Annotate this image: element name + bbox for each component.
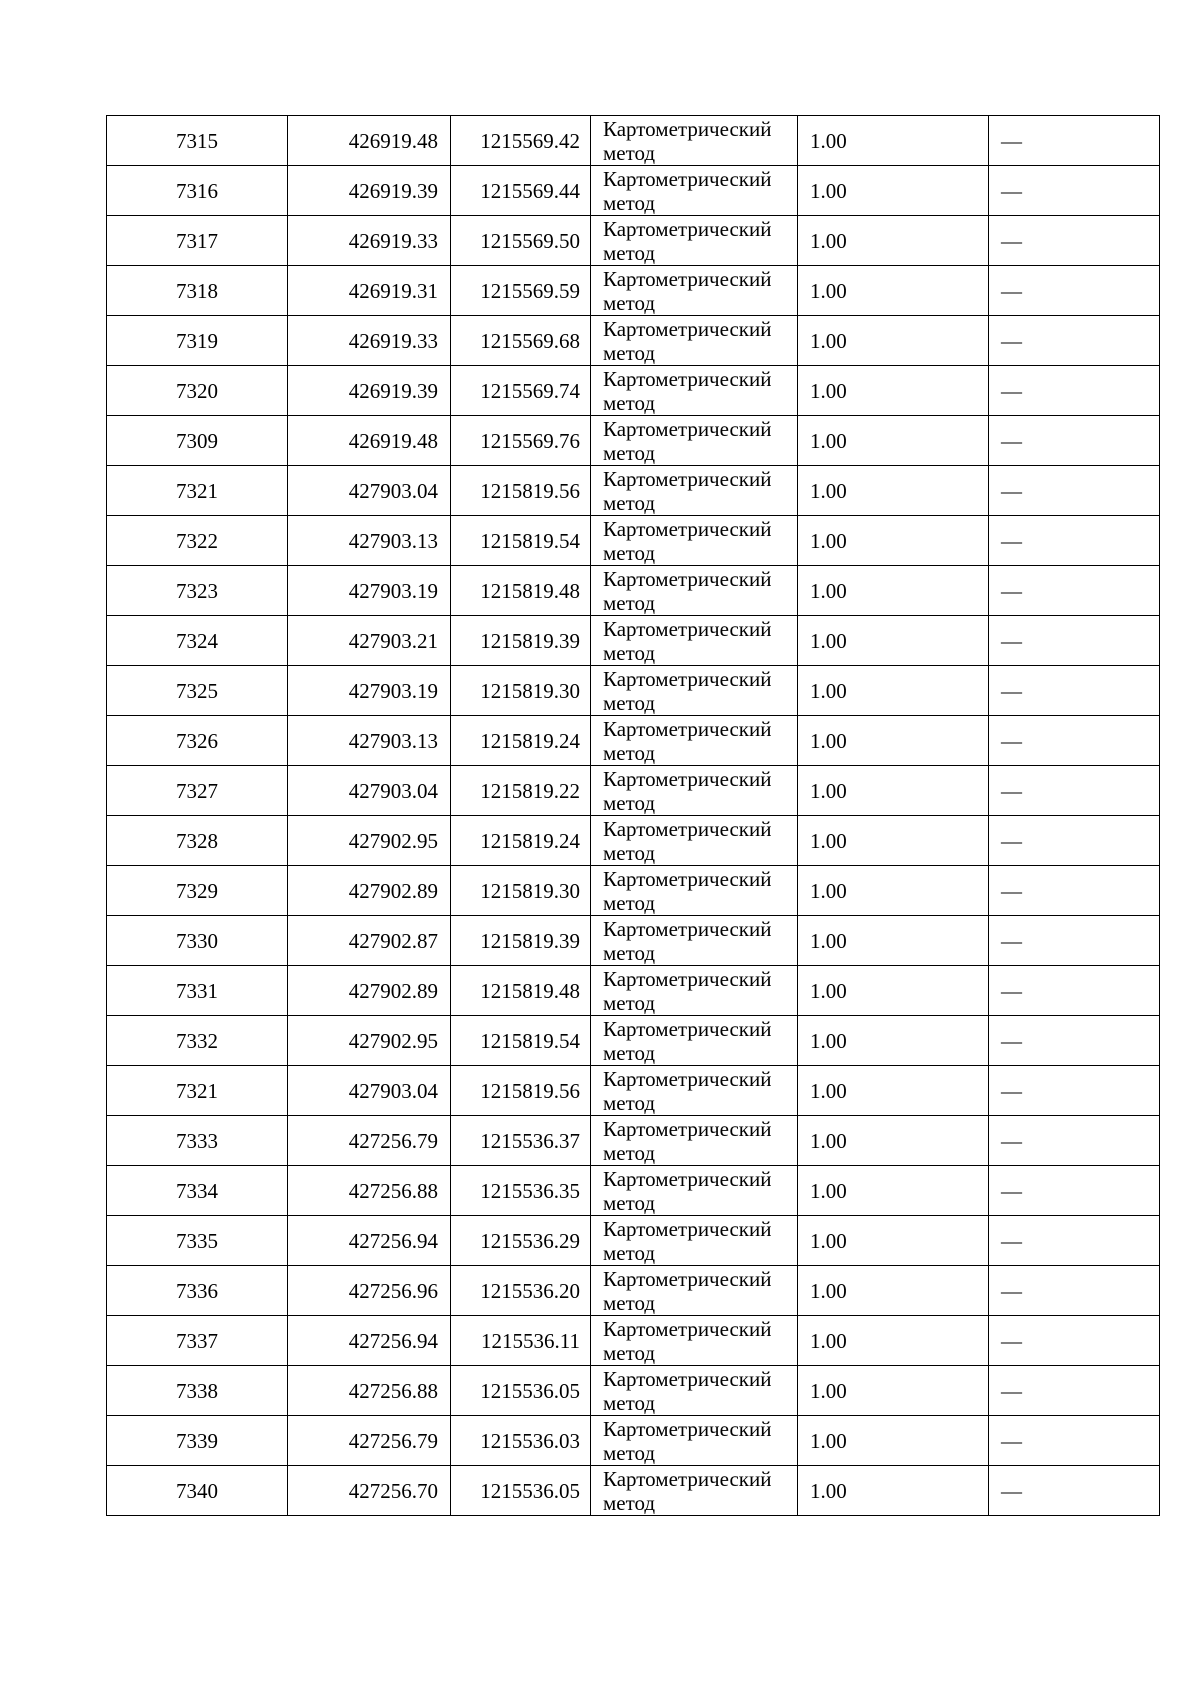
method-line-2: метод [603,740,656,765]
accuracy-cell: 1.00 [798,1016,989,1066]
y-coordinate-cell: 1215819.39 [451,916,591,966]
method-cell [591,116,798,166]
method-line-2: метод [603,290,656,315]
method-line-1: Картометрический [603,1266,772,1291]
point-number-cell: 7325 [107,666,288,716]
y-coordinate-cell: 1215536.03 [451,1416,591,1466]
method-line-1: Картометрический [603,816,772,841]
point-number-cell: 7339 [107,1416,288,1466]
y-coordinate-cell: 1215819.30 [451,666,591,716]
description-cell: — [989,266,1160,316]
accuracy-cell: 1.00 [798,1166,989,1216]
point-number-cell: 7309 [107,416,288,466]
table-row [107,866,1160,916]
x-coordinate-cell: 427256.88 [288,1366,451,1416]
y-coordinate-cell: 1215536.35 [451,1166,591,1216]
method-line-2: метод [603,590,656,615]
method-cell [591,1166,798,1216]
method-line-2: метод [603,640,656,665]
accuracy-cell: 1.00 [798,716,989,766]
description-cell: — [989,166,1160,216]
y-coordinate-cell: 1215819.56 [451,466,591,516]
y-coordinate-cell: 1215569.44 [451,166,591,216]
accuracy-cell: 1.00 [798,1266,989,1316]
method-line-1: Картометрический [603,366,772,391]
method-line-1: Картометрический [603,966,772,991]
method-line-2: метод [603,1290,656,1315]
point-number-cell: 7340 [107,1466,288,1516]
y-coordinate-cell: 1215819.30 [451,866,591,916]
method-line-2: метод [603,140,656,165]
x-coordinate-cell: 427902.89 [288,866,451,916]
accuracy-cell: 1.00 [798,916,989,966]
table-row [107,316,1160,366]
table-row [107,1116,1160,1166]
method-cell [591,1266,798,1316]
point-number-cell: 7329 [107,866,288,916]
table-row [107,1066,1160,1116]
table-row [107,616,1160,666]
accuracy-cell: 1.00 [798,166,989,216]
table-row [107,966,1160,1016]
point-number-cell: 7337 [107,1316,288,1366]
description-cell: — [989,466,1160,516]
accuracy-cell: 1.00 [798,1416,989,1466]
method-line-1: Картометрический [603,1466,772,1491]
method-cell [591,1416,798,1466]
table-row [107,516,1160,566]
accuracy-cell: 1.00 [798,1066,989,1116]
x-coordinate-cell: 427256.96 [288,1266,451,1316]
accuracy-cell: 1.00 [798,1316,989,1366]
accuracy-cell: 1.00 [798,1466,989,1516]
y-coordinate-cell: 1215819.48 [451,966,591,1016]
method-line-2: метод [603,340,656,365]
method-line-2: метод [603,1490,656,1515]
method-line-1: Картометрический [603,416,772,441]
table-row [107,266,1160,316]
method-cell [591,366,798,416]
point-number-cell: 7324 [107,616,288,666]
point-number-cell: 7327 [107,766,288,816]
x-coordinate-cell: 427902.95 [288,816,451,866]
y-coordinate-cell: 1215536.11 [451,1316,591,1366]
point-number-cell: 7317 [107,216,288,266]
method-line-1: Картометрический [603,466,772,491]
accuracy-cell: 1.00 [798,616,989,666]
x-coordinate-cell: 427902.87 [288,916,451,966]
method-line-1: Картометрический [603,1416,772,1441]
y-coordinate-cell: 1215536.29 [451,1216,591,1266]
x-coordinate-cell: 426919.39 [288,166,451,216]
point-number-cell: 7330 [107,916,288,966]
point-number-cell: 7335 [107,1216,288,1266]
point-number-cell: 7318 [107,266,288,316]
method-cell [591,216,798,266]
method-line-2: метод [603,490,656,515]
method-line-2: метод [603,690,656,715]
method-cell [591,1066,798,1116]
point-number-cell: 7328 [107,816,288,866]
description-cell: — [989,616,1160,666]
table-row [107,166,1160,216]
method-line-1: Картометрический [603,116,772,141]
method-cell [591,716,798,766]
x-coordinate-cell: 427903.04 [288,1066,451,1116]
x-coordinate-cell: 426919.33 [288,316,451,366]
point-number-cell: 7320 [107,366,288,416]
x-coordinate-cell: 427256.88 [288,1166,451,1216]
point-number-cell: 7333 [107,1116,288,1166]
x-coordinate-cell: 427256.79 [288,1116,451,1166]
method-line-1: Картометрический [603,866,772,891]
description-cell: — [989,1466,1160,1516]
y-coordinate-cell: 1215819.48 [451,566,591,616]
y-coordinate-cell: 1215819.54 [451,516,591,566]
table-row [107,1316,1160,1366]
table-row [107,1416,1160,1466]
method-line-2: метод [603,990,656,1015]
y-coordinate-cell: 1215569.68 [451,316,591,366]
table-row [107,816,1160,866]
y-coordinate-cell: 1215819.22 [451,766,591,816]
accuracy-cell: 1.00 [798,1216,989,1266]
table-row [107,1366,1160,1416]
y-coordinate-cell: 1215819.56 [451,1066,591,1116]
method-line-2: метод [603,790,656,815]
description-cell: — [989,1216,1160,1266]
method-line-1: Картометрический [603,266,772,291]
description-cell: — [989,666,1160,716]
accuracy-cell: 1.00 [798,216,989,266]
method-cell [591,516,798,566]
method-cell [591,916,798,966]
method-line-1: Картометрический [603,616,772,641]
method-line-1: Картометрический [603,1116,772,1141]
y-coordinate-cell: 1215569.59 [451,266,591,316]
method-line-1: Картометрический [603,316,772,341]
description-cell: — [989,1316,1160,1366]
description-cell: — [989,1266,1160,1316]
x-coordinate-cell: 427903.19 [288,566,451,616]
description-cell: — [989,816,1160,866]
point-number-cell: 7326 [107,716,288,766]
accuracy-cell: 1.00 [798,666,989,716]
method-line-1: Картометрический [603,1216,772,1241]
x-coordinate-cell: 427256.70 [288,1466,451,1516]
x-coordinate-cell: 427902.95 [288,1016,451,1066]
method-line-2: метод [603,1140,656,1165]
method-line-1: Картометрический [603,1366,772,1391]
point-number-cell: 7336 [107,1266,288,1316]
description-cell: — [989,366,1160,416]
method-cell [591,266,798,316]
table-row [107,916,1160,966]
table-row [107,1466,1160,1516]
table-row [107,716,1160,766]
y-coordinate-cell: 1215536.37 [451,1116,591,1166]
point-number-cell: 7316 [107,166,288,216]
x-coordinate-cell: 427256.94 [288,1216,451,1266]
accuracy-cell: 1.00 [798,966,989,1016]
method-line-2: метод [603,1340,656,1365]
description-cell: — [989,566,1160,616]
accuracy-cell: 1.00 [798,316,989,366]
table-row [107,1266,1160,1316]
point-number-cell: 7321 [107,466,288,516]
method-line-1: Картометрический [603,166,772,191]
method-line-2: метод [603,840,656,865]
table-row [107,116,1160,166]
point-number-cell: 7331 [107,966,288,1016]
accuracy-cell: 1.00 [798,116,989,166]
accuracy-cell: 1.00 [798,766,989,816]
method-line-1: Картометрический [603,666,772,691]
method-cell [591,1016,798,1066]
method-line-2: метод [603,1240,656,1265]
x-coordinate-cell: 427903.04 [288,466,451,516]
description-cell: — [989,1016,1160,1066]
method-line-2: метод [603,440,656,465]
method-line-2: метод [603,890,656,915]
description-cell: — [989,1416,1160,1466]
description-cell: — [989,416,1160,466]
point-number-cell: 7321 [107,1066,288,1116]
method-line-1: Картометрический [603,1166,772,1191]
description-cell: — [989,516,1160,566]
table-row [107,566,1160,616]
method-line-1: Картометрический [603,716,772,741]
method-line-2: метод [603,240,656,265]
description-cell: — [989,766,1160,816]
x-coordinate-cell: 426919.48 [288,116,451,166]
accuracy-cell: 1.00 [798,466,989,516]
method-cell [591,1366,798,1416]
x-coordinate-cell: 427903.21 [288,616,451,666]
y-coordinate-cell: 1215569.50 [451,216,591,266]
method-line-1: Картометрический [603,1316,772,1341]
point-number-cell: 7323 [107,566,288,616]
table-row [107,666,1160,716]
x-coordinate-cell: 427256.94 [288,1316,451,1366]
method-cell [591,866,798,916]
y-coordinate-cell: 1215536.20 [451,1266,591,1316]
x-coordinate-cell: 426919.31 [288,266,451,316]
method-cell [591,1216,798,1266]
x-coordinate-cell: 427903.19 [288,666,451,716]
accuracy-cell: 1.00 [798,566,989,616]
table-row [107,216,1160,266]
method-cell [591,1316,798,1366]
x-coordinate-cell: 427902.89 [288,966,451,1016]
method-cell [591,566,798,616]
y-coordinate-cell: 1215536.05 [451,1366,591,1416]
description-cell: — [989,316,1160,366]
description-cell: — [989,866,1160,916]
method-cell [591,416,798,466]
description-cell: — [989,1166,1160,1216]
method-line-2: метод [603,1090,656,1115]
y-coordinate-cell: 1215819.24 [451,816,591,866]
accuracy-cell: 1.00 [798,516,989,566]
method-line-1: Картометрический [603,766,772,791]
method-line-2: метод [603,1190,656,1215]
description-cell: — [989,1366,1160,1416]
description-cell: — [989,1116,1160,1166]
y-coordinate-cell: 1215569.42 [451,116,591,166]
point-number-cell: 7315 [107,116,288,166]
x-coordinate-cell: 426919.48 [288,416,451,466]
method-cell [591,616,798,666]
y-coordinate-cell: 1215819.24 [451,716,591,766]
method-cell [591,316,798,366]
method-line-2: метод [603,1390,656,1415]
point-number-cell: 7332 [107,1016,288,1066]
x-coordinate-cell: 427903.13 [288,516,451,566]
method-cell [591,766,798,816]
table-row [107,466,1160,516]
accuracy-cell: 1.00 [798,866,989,916]
description-cell: — [989,966,1160,1016]
point-number-cell: 7334 [107,1166,288,1216]
coordinates-table [106,115,1160,1516]
method-cell [591,816,798,866]
x-coordinate-cell: 427903.04 [288,766,451,816]
table-row [107,766,1160,816]
method-line-1: Картометрический [603,216,772,241]
method-line-2: метод [603,1440,656,1465]
method-line-2: метод [603,1040,656,1065]
description-cell: — [989,116,1160,166]
description-cell: — [989,716,1160,766]
method-cell [591,166,798,216]
method-line-1: Картометрический [603,916,772,941]
method-line-1: Картометрический [603,566,772,591]
table-row [107,416,1160,466]
method-cell [591,466,798,516]
method-line-2: метод [603,540,656,565]
accuracy-cell: 1.00 [798,1366,989,1416]
description-cell: — [989,916,1160,966]
table-row [107,1016,1160,1066]
point-number-cell: 7319 [107,316,288,366]
x-coordinate-cell: 427903.13 [288,716,451,766]
point-number-cell: 7338 [107,1366,288,1416]
y-coordinate-cell: 1215819.54 [451,1016,591,1066]
x-coordinate-cell: 426919.39 [288,366,451,416]
x-coordinate-cell: 426919.33 [288,216,451,266]
method-cell [591,966,798,1016]
accuracy-cell: 1.00 [798,1116,989,1166]
accuracy-cell: 1.00 [798,266,989,316]
y-coordinate-cell: 1215536.05 [451,1466,591,1516]
x-coordinate-cell: 427256.79 [288,1416,451,1466]
method-line-1: Картометрический [603,1066,772,1091]
method-line-2: метод [603,940,656,965]
method-line-1: Картометрический [603,516,772,541]
accuracy-cell: 1.00 [798,366,989,416]
table-row [107,366,1160,416]
method-line-1: Картометрический [603,1016,772,1041]
method-line-2: метод [603,190,656,215]
y-coordinate-cell: 1215569.76 [451,416,591,466]
coordinates-table-body [107,116,1160,1516]
accuracy-cell: 1.00 [798,416,989,466]
method-cell [591,1116,798,1166]
description-cell: — [989,216,1160,266]
table-row [107,1166,1160,1216]
y-coordinate-cell: 1215819.39 [451,616,591,666]
method-cell [591,1466,798,1516]
y-coordinate-cell: 1215569.74 [451,366,591,416]
method-cell [591,666,798,716]
method-line-2: метод [603,390,656,415]
description-cell: — [989,1066,1160,1116]
point-number-cell: 7322 [107,516,288,566]
table-row [107,1216,1160,1266]
accuracy-cell: 1.00 [798,816,989,866]
